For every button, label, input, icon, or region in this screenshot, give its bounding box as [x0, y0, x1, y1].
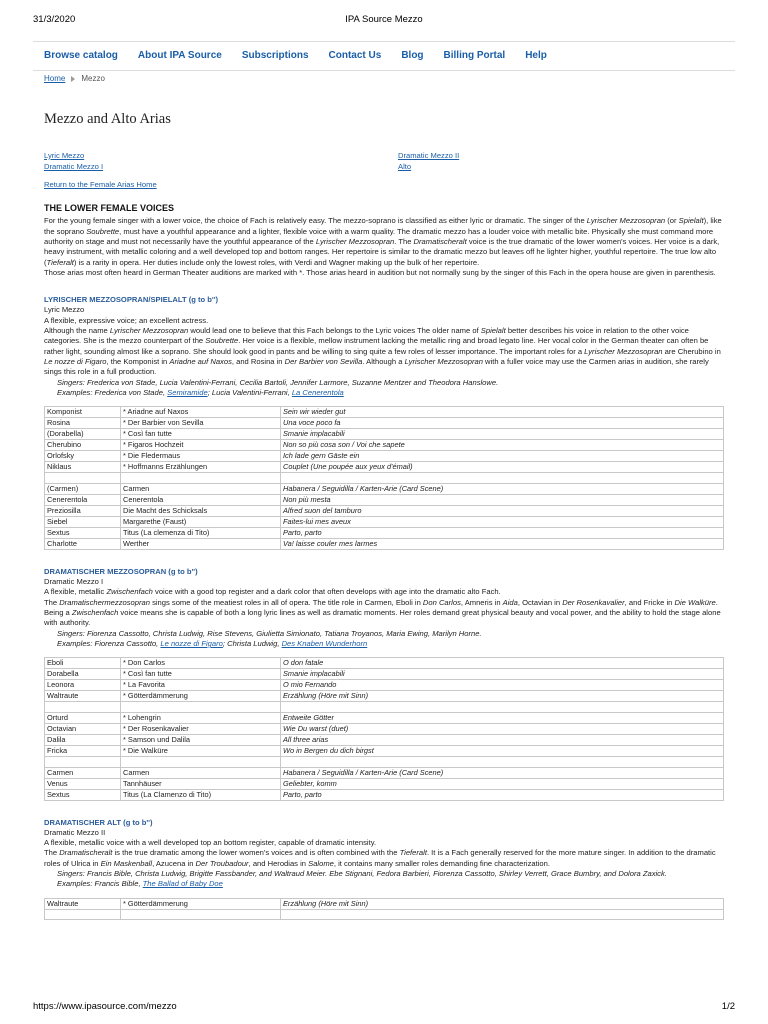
text-run: better describes his voice in relation to the other voice categories. She is the mezzo counterpart of the: [44, 326, 689, 346]
role-cell: [45, 702, 121, 713]
table-row: [45, 745, 724, 756]
role-cell: (Dorabella): [45, 429, 121, 440]
opera-cell: * Così fan tutte: [121, 669, 281, 680]
role-cell: Rosina: [45, 418, 121, 429]
role-cell: Leonora: [45, 680, 121, 691]
aria-cell: Smanie implacabili: [281, 429, 724, 440]
opera-cell: * La Favorita: [121, 680, 281, 691]
table-row: [45, 538, 724, 549]
role-cell: Orturd: [45, 712, 121, 723]
role-cell: Sextus: [45, 527, 121, 538]
nav-bottom-divider: [33, 70, 735, 71]
role-cell: Dalila: [45, 734, 121, 745]
section-description: [44, 838, 724, 869]
nav-item-help[interactable]: Help: [525, 50, 547, 61]
aria-table: [44, 406, 724, 550]
text-run: ), like the soprano: [44, 216, 722, 236]
section-description: [44, 587, 724, 628]
table-row: [45, 767, 724, 778]
role-cell: Charlotte: [45, 538, 121, 549]
section-heading: DRAMATISCHER ALT (g to b''): [44, 817, 153, 827]
nav-item-browse-catalog[interactable]: Browse catalog: [44, 50, 118, 61]
intro-paragraph: [44, 216, 724, 268]
breadcrumb: [44, 74, 105, 85]
italic-term: Dramatischeralt: [413, 236, 467, 246]
text-link[interactable]: La Cenerentola: [291, 387, 344, 397]
text-run: , Amneris in: [460, 597, 503, 607]
aria-cell: Faites-lui mes aveux: [281, 516, 724, 527]
opera-cell: [121, 473, 281, 484]
opera-cell: * Così fan tutte: [121, 429, 281, 440]
aria-cell: Couplet (Une poupée aux yeux d'émail): [281, 462, 724, 473]
text-run: Examples: Francis Bible,: [57, 879, 143, 889]
text-run: ; Christa Ludwig,: [222, 639, 282, 649]
opera-cell: Carmen: [121, 483, 281, 494]
section-singers: Singers: Fiorenza Cassotto, Christa Ludwig, Rise Stevens, Giulietta Simionato, Tatiana Troyanos, Maria Ewing, Marilyn Horne.: [57, 628, 482, 638]
aria-cell: Parto, parto: [281, 789, 724, 800]
aria-cell: Una voce poco fa: [281, 418, 724, 429]
main-nav: [44, 49, 547, 63]
table-row: [45, 429, 724, 440]
table-row: [45, 527, 724, 538]
opera-cell: * Die Walküre: [121, 745, 281, 756]
breadcrumb-current: Mezzo: [81, 74, 105, 83]
role-cell: [45, 909, 121, 920]
aria-table: [44, 898, 724, 921]
nav-top-divider: [33, 41, 735, 42]
italic-term: Lyrischer Mezzosopran: [404, 357, 483, 367]
text-run: ) is a rarity in opera. Her duties include only the lowest roles, with Verdi and Wagner making up the bulk of her repertoire.: [73, 257, 480, 267]
section-singers: Singers: Francis Bible, Christa Ludwig, Brigitte Fassbander, and Waltraud Meier. Ebe Stignani, Fedora Barbieri, Fiorenza Cassotto, Shirley Verrett, Grace Bumbry, and Dolora Zaxick.: [57, 869, 667, 879]
text-run: Examples: Frederica von Stade,: [57, 387, 168, 397]
intro-heading: THE LOWER FEMALE VOICES: [44, 203, 175, 214]
role-cell: Waltraute: [45, 691, 121, 702]
opera-cell: * Die Fledermaus: [121, 451, 281, 462]
italic-term: Tieferalt: [46, 257, 74, 267]
text-link[interactable]: The Ballad of Baby Doe: [142, 879, 223, 889]
text-run: with a fuller voice may use the Carmen arias in audition, she rarely sings this role in a full production.: [44, 357, 709, 377]
italic-term: Zwischenfach: [71, 608, 119, 618]
italic-term: Lyrischer Mezzosopran: [315, 236, 395, 246]
text-run: . Being a: [44, 597, 718, 618]
print-url: https://www.ipasource.com/mezzo: [33, 1001, 177, 1012]
toc-links: [44, 150, 724, 172]
toc-link-lyric-mezzo[interactable]: Lyric Mezzo: [44, 150, 85, 160]
table-row: [45, 451, 724, 462]
role-cell: Waltraute: [45, 898, 121, 909]
role-cell: Orlofsky: [45, 451, 121, 462]
text-run: Although the name: [44, 326, 110, 336]
italic-term: Spielalt: [480, 326, 506, 336]
table-row: [45, 669, 724, 680]
text-run: voice means she is capable of both a long lyric lines as well as dramatic moments. Her roles demand great physical beauty and vocal power, and the ability to hold the stage alone with authority.: [44, 608, 721, 628]
return-female-arias-link[interactable]: Return to the Female Arias Home: [44, 179, 157, 189]
role-cell: [45, 473, 121, 484]
italic-term: Don Carlos: [422, 597, 461, 607]
opera-cell: Titus (La Clamenzo di Tito): [121, 789, 281, 800]
aria-cell: O mio Fernando: [281, 680, 724, 691]
role-cell: Niklaus: [45, 462, 121, 473]
table-row: [45, 691, 724, 702]
italic-term: Salome: [308, 858, 334, 868]
section-subtitle: Dramatic Mezzo I: [44, 577, 104, 587]
opera-cell: * Samson und Dalila: [121, 734, 281, 745]
text-run: A flexible, metallic voice with a well developed top an bottom register, capable of dramatic intensity.: [44, 838, 377, 848]
opera-cell: * Der Rosenkavalier: [121, 723, 281, 734]
role-cell: [45, 756, 121, 767]
italic-term: Der Rosenkavalier: [562, 597, 625, 607]
table-row: [45, 756, 724, 767]
text-run: A flexible, metallic: [44, 587, 107, 597]
text-run: , and Fricke in: [624, 597, 675, 607]
table-row: [45, 680, 724, 691]
italic-term: Dramatischeralt: [59, 848, 113, 858]
section-heading: LYRISCHER MEZZOSOPRAN/SPIELALT (g to b''): [44, 295, 219, 305]
italic-term: Tieferalt: [399, 848, 427, 858]
main-content: [44, 110, 724, 920]
table-row: [45, 658, 724, 669]
table-row: [45, 909, 724, 920]
text-run: are Cherubino in: [662, 346, 721, 356]
toc-left-column: [44, 150, 398, 172]
table-row: [45, 483, 724, 494]
aria-cell: Erzählung (Höre mit Sinn): [281, 691, 724, 702]
text-run: , must have a youthful appearance and a lighter, flexible voice with a warm quality. The dramatic mezzo has a louder voice with metallic bite. Physically she must command more authority on stage and must not necessarily have the youthful appearance of the: [44, 226, 714, 246]
voice-sections: [44, 295, 724, 920]
role-cell: Octavian: [45, 723, 121, 734]
aria-cell: Ich lade gern Gäste ein: [281, 451, 724, 462]
intro-note: Those arias most often heard in German Theater auditions are marked with *. Those arias heard in audition but not normally sung by the singer of this Fach in the opera house are given in parenthesis.: [44, 267, 716, 277]
text-run: . Her voice is a flexible, mellow instrument lacking the metallic ring and broad legato line. Her vocal color in the German theater can often be rather light, sounding almost like a soprano. She should look good in pants and be willing to sing quite a few roles of lesser importance. The important roles for a: [44, 336, 709, 356]
text-run: , Azucena in: [152, 858, 196, 868]
italic-term: Dramatischermezzosopran: [59, 597, 150, 607]
table-row: [45, 778, 724, 789]
aria-cell: Habanera / Seguidilla / Karten-Arie (Card Scene): [281, 483, 724, 494]
opera-cell: * Lohengrin: [121, 712, 281, 723]
nav-item-contact-us[interactable]: Contact Us: [328, 50, 382, 61]
italic-term: Der Troubadour: [195, 858, 249, 868]
text-run: is the true dramatic among the lower women's voices and is often combined with the: [112, 848, 400, 858]
role-cell: Fricka: [45, 745, 121, 756]
table-row: [45, 516, 724, 527]
table-row: [45, 407, 724, 418]
italic-term: Lyrischer Mezzosopran: [586, 216, 666, 226]
text-run: voice with a good top register and a dark color that often develops with age into the dramatic alto Fach.: [152, 587, 501, 597]
table-row: [45, 789, 724, 800]
section-examples: [44, 388, 724, 398]
table-row: [45, 702, 724, 713]
aria-cell: Parto, parto: [281, 527, 724, 538]
opera-cell: Cenerentola: [121, 494, 281, 505]
italic-term: Spielalt: [678, 216, 704, 226]
text-run: . It is a Fach generally reserved for the more mature singer. In addition to the dramatic roles of Ulrica in: [44, 848, 716, 868]
italic-term: Der Barbier von Sevilla: [284, 357, 363, 367]
opera-cell: Titus (La clemenza di Tito): [121, 527, 281, 538]
opera-cell: * Don Carlos: [121, 658, 281, 669]
table-row: [45, 712, 724, 723]
role-cell: Komponist: [45, 407, 121, 418]
aria-cell: Sein wir wieder gut: [281, 407, 724, 418]
table-row: [45, 440, 724, 451]
role-cell: Eboli: [45, 658, 121, 669]
opera-cell: Carmen: [121, 767, 281, 778]
aria-cell: O don fatale: [281, 658, 724, 669]
italic-term: Lyrischer Mezzosopran: [584, 346, 663, 356]
breadcrumb-separator-icon: [71, 76, 75, 82]
role-cell: Dorabella: [45, 669, 121, 680]
print-date: 31/3/2020: [33, 14, 76, 25]
text-link[interactable]: Des Knaben Wunderhorn: [281, 639, 368, 649]
aria-cell: [281, 702, 724, 713]
text-run: , it contains many smaller roles demanding fine characterization.: [333, 858, 550, 868]
aria-cell: Wo in Bergen du dich birgst: [281, 745, 724, 756]
italic-term: Zwischenfach: [106, 587, 153, 597]
aria-table: [44, 657, 724, 800]
text-run: , and Herodias in: [248, 858, 309, 868]
role-cell: Cherubino: [45, 440, 121, 451]
print-footer: [33, 1001, 735, 1015]
role-cell: Venus: [45, 778, 121, 789]
text-run: , the Komponist in: [106, 357, 170, 367]
section-description: [44, 316, 724, 378]
aria-cell: Wie Du warst (duet): [281, 723, 724, 734]
toc-right-column: [398, 150, 598, 172]
aria-cell: Geliebter, komm: [281, 778, 724, 789]
opera-cell: Margarethe (Faust): [121, 516, 281, 527]
toc-link-dramatic-mezzo-2[interactable]: Dramatic Mezzo II: [398, 150, 460, 160]
opera-cell: * Götterdämmerung: [121, 898, 281, 909]
role-cell: Sextus: [45, 789, 121, 800]
section-subtitle: Dramatic Mezzo II: [44, 827, 106, 837]
aria-cell: Non so più cosa son / Voi che sapete: [281, 440, 724, 451]
opera-cell: Die Macht des Schicksals: [121, 505, 281, 516]
text-link[interactable]: Le nozze di Figaro: [160, 639, 223, 649]
aria-cell: Erzählung (Höre mit Sinn): [281, 898, 724, 909]
italic-term: Die Walküre: [674, 597, 716, 607]
text-run: sings some of the meatiest roles in all of opera. The title role in Carmen, Eboli in: [149, 597, 423, 607]
table-row: [45, 418, 724, 429]
text-run: ; Lucia Valentini-Ferrani,: [207, 387, 292, 397]
table-row: [45, 505, 724, 516]
opera-cell: * Götterdämmerung: [121, 691, 281, 702]
page-title: Mezzo and Alto Arias: [44, 111, 171, 127]
opera-cell: [121, 702, 281, 713]
nav-item-about-ipa-source[interactable]: About IPA Source: [137, 50, 222, 61]
opera-cell: * Ariadne auf Naxos: [121, 407, 281, 418]
table-row: [45, 734, 724, 745]
text-run: , and Rosina in: [231, 357, 285, 367]
text-run: . The: [394, 236, 414, 246]
aria-cell: [281, 909, 724, 920]
role-cell: (Carmen): [45, 483, 121, 494]
text-link[interactable]: Semiramide: [167, 387, 208, 397]
text-run: would lead one to believe that this Fach belongs to the Lyric voices The older name of: [188, 326, 481, 336]
toc-link-dramatic-mezzo-1[interactable]: Dramatic Mezzo I: [44, 161, 104, 171]
opera-cell: Werther: [121, 538, 281, 549]
text-run: The: [44, 597, 60, 607]
aria-cell: Non più mesta: [281, 494, 724, 505]
section-examples: [44, 639, 724, 649]
aria-cell: [281, 473, 724, 484]
breadcrumb-home-link[interactable]: Home: [44, 74, 66, 83]
role-cell: Preziosilla: [45, 505, 121, 516]
section-singers: Singers: Frederica von Stade, Lucia Valentini-Ferrani, Cecilia Bartoli, Jennifer Larmore, Suzanne Mentzer and Theodora Hanslowe.: [57, 377, 499, 387]
nav-item-blog[interactable]: Blog: [401, 50, 424, 61]
print-title: IPA Source Mezzo: [345, 14, 423, 25]
text-run: Examples: Fiorenza Cassotto,: [57, 639, 161, 649]
italic-term: Aida: [502, 597, 518, 607]
aria-cell: All three arias: [281, 734, 724, 745]
print-page-number: 1/2: [721, 1001, 735, 1012]
role-cell: Siebel: [45, 516, 121, 527]
text-run: , Octavian in: [517, 597, 563, 607]
nav-item-subscriptions[interactable]: Subscriptions: [241, 50, 309, 61]
text-run: voice is the true dramatic of the lower women's voices. Her voice is a dark, heavy instrument, with metallic coloring and a well developed top and bottom ranges. Her repertoire is similar to the dramatic mezzo but leaves off he lighter higher, youthful repertoire. The true low alto (: [44, 236, 720, 267]
opera-cell: [121, 756, 281, 767]
role-cell: Carmen: [45, 767, 121, 778]
nav-item-billing-portal[interactable]: Billing Portal: [443, 50, 506, 61]
italic-term: Ein Maskenball: [100, 858, 153, 868]
aria-cell: Smanie implacabili: [281, 669, 724, 680]
text-run: For the young female singer with a lower voice, the choice of Fach is relatively easy. The mezzo-soprano is classified as either lyric or dramatic. The singer of the: [44, 216, 587, 226]
section-subtitle: Lyric Mezzo: [44, 305, 85, 315]
table-row: [45, 494, 724, 505]
table-row: [45, 898, 724, 909]
italic-term: Ariadne auf Naxos: [169, 357, 232, 367]
aria-cell: Va! laisse couler mes larmes: [281, 538, 724, 549]
aria-cell: Habanera / Seguidilla / Karten-Arie (Card Scene): [281, 767, 724, 778]
text-run: A flexible, expressive voice; an excellent actress.: [44, 315, 209, 325]
italic-term: Lyrischer Mezzosopran: [109, 326, 189, 336]
opera-cell: [121, 909, 281, 920]
opera-cell: * Figaros Hochzeit: [121, 440, 281, 451]
text-run: . Although a: [362, 357, 405, 367]
aria-cell: Alfred suon del tamburo: [281, 505, 724, 516]
opera-cell: Tannhäuser: [121, 778, 281, 789]
opera-cell: * Der Barbier von Sevilla: [121, 418, 281, 429]
italic-term: Le nozze di Figaro: [44, 357, 107, 367]
italic-term: Soubrette: [205, 336, 239, 346]
table-row: [45, 462, 724, 473]
section-examples: [44, 879, 724, 889]
aria-cell: Entweite Götter: [281, 712, 724, 723]
table-row: [45, 473, 724, 484]
opera-cell: * Hoffmanns Erzählungen: [121, 462, 281, 473]
table-row: [45, 723, 724, 734]
text-run: (or: [665, 216, 679, 226]
text-run: The: [44, 848, 60, 858]
role-cell: Cenerentola: [45, 494, 121, 505]
section-heading: DRAMATISCHER MEZZOSOPRAN (g to b''): [44, 566, 198, 576]
toc-link-alto[interactable]: Alto: [398, 161, 412, 171]
italic-term: Soubrette: [86, 226, 120, 236]
aria-cell: [281, 756, 724, 767]
